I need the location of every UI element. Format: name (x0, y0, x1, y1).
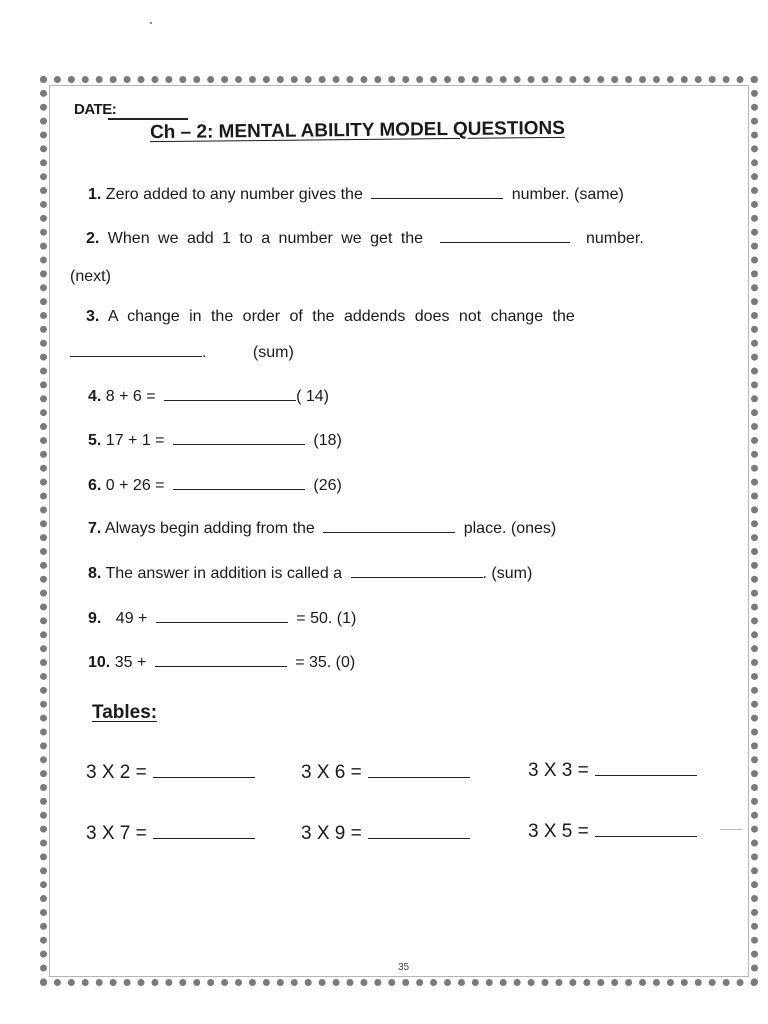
page-number: 35 (398, 962, 410, 973)
question-text: 49 + (115, 610, 148, 627)
answer-blank[interactable] (351, 576, 483, 578)
question-answer-hint: number. (585, 230, 644, 247)
answer-blank[interactable] (371, 197, 503, 199)
tables-heading: Tables: (92, 702, 158, 723)
question-answer-hint: (18) (313, 432, 342, 449)
question-8 (88, 565, 532, 583)
table-expression: 3 X 9 = (301, 823, 362, 844)
table-expression: 3 X 5 = (528, 821, 589, 842)
question-text: When we add 1 to a number we get the (107, 230, 424, 247)
question-number: 7. (88, 520, 102, 537)
question-answer-hint: number. (same) (511, 186, 624, 203)
table-item (86, 823, 259, 845)
question-3-line2 (70, 344, 294, 362)
question-10 (88, 654, 355, 672)
scan-mark (720, 829, 742, 830)
table-item (86, 762, 259, 784)
question-answer-hint: (26) (313, 477, 342, 494)
question-number: 8. (88, 565, 102, 582)
question-answer-hint: ( 14) (296, 388, 329, 405)
scan-speck (150, 22, 152, 24)
question-text: 17 + 1 = (105, 432, 165, 449)
table-answer-blank[interactable] (153, 776, 255, 778)
table-item (528, 760, 701, 782)
question-number: 6. (88, 477, 102, 494)
question-4 (88, 388, 329, 406)
answer-blank[interactable] (440, 241, 570, 243)
table-expression: 3 X 6 = (301, 762, 362, 783)
question-text: A change in the order of the addends does not change the (107, 308, 575, 325)
answer-blank[interactable] (70, 355, 202, 357)
question-2-wrap: (next) (70, 268, 111, 285)
question-9 (88, 610, 356, 628)
table-item (301, 762, 474, 784)
question-answer-hint: place. (ones) (463, 520, 557, 537)
question-text: 8 + 6 = (105, 388, 156, 405)
question-text: 35 + (114, 654, 147, 671)
date-label: DATE: (74, 101, 117, 118)
question-answer-hint: (sum) (252, 344, 294, 361)
question-7 (88, 520, 556, 538)
table-answer-blank[interactable] (368, 776, 470, 778)
question-number: 1. (88, 186, 102, 203)
table-item (301, 823, 474, 845)
question-text: Always begin adding from the (104, 520, 315, 537)
question-punctuation: . (202, 344, 207, 361)
table-answer-blank[interactable] (595, 835, 697, 837)
table-expression: 3 X 2 = (86, 762, 147, 783)
question-number: 3. (86, 308, 100, 325)
question-5 (88, 432, 342, 450)
question-number: 10. (88, 654, 111, 671)
question-6 (88, 477, 342, 495)
answer-blank[interactable] (164, 399, 296, 401)
table-item (528, 821, 701, 843)
table-answer-blank[interactable] (368, 837, 470, 839)
question-text: The answer in addition is called a (105, 565, 343, 582)
question-text: Zero added to any number gives the (105, 186, 363, 203)
question-answer-hint: = 35. (0) (295, 654, 356, 671)
question-answer-hint: = 50. (1) (296, 610, 357, 627)
question-1 (88, 186, 624, 204)
question-number: 5. (88, 432, 102, 449)
table-expression: 3 X 7 = (86, 823, 147, 844)
question-number: 9. (88, 610, 102, 627)
question-answer-hint: . (sum) (482, 565, 533, 582)
question-number: 4. (88, 388, 102, 405)
question-text: 0 + 26 = (105, 477, 165, 494)
table-expression: 3 X 3 = (528, 760, 589, 781)
answer-blank[interactable] (156, 621, 288, 623)
question-number: 2. (86, 230, 100, 247)
question-2 (86, 230, 644, 248)
answer-blank[interactable] (173, 488, 305, 490)
page-title: Ch – 2: MENTAL ABILITY MODEL QUESTIONS (149, 117, 565, 144)
table-answer-blank[interactable] (595, 774, 697, 776)
answer-blank[interactable] (323, 531, 455, 533)
date-blank-line (108, 118, 188, 120)
table-answer-blank[interactable] (153, 837, 255, 839)
question-3 (86, 308, 575, 326)
answer-blank[interactable] (155, 665, 287, 667)
answer-blank[interactable] (173, 443, 305, 445)
